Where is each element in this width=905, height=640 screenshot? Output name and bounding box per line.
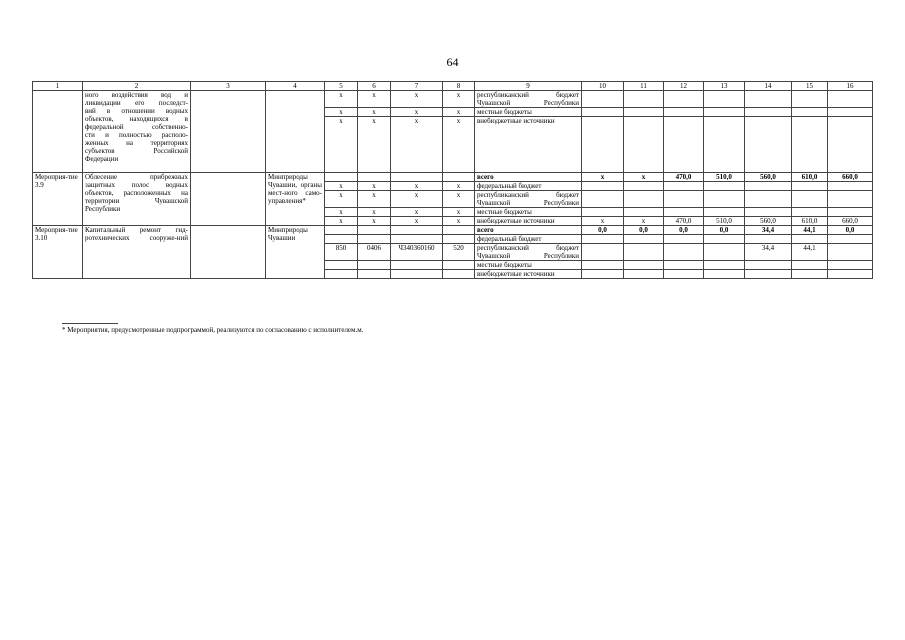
funding-source: внебюджетные источники — [475, 270, 582, 279]
col-header: 13 — [704, 82, 745, 91]
table-row: x x x x республиканский бюджет Чувашской Республики — [33, 191, 873, 208]
activity-id: Мероприя-тие 3.9 — [33, 173, 83, 226]
funding-source: республиканский бюджет Чувашской Республики — [475, 191, 582, 208]
col-header: 7 — [391, 82, 443, 91]
table-row: x x x x местные бюджеты — [33, 108, 873, 117]
table-row: x x x x местные бюджеты — [33, 208, 873, 217]
executor: Минприроды Чувашии — [266, 226, 325, 279]
activity-id: Мероприя-тие 3.10 — [33, 226, 83, 279]
footnote-divider — [62, 323, 118, 324]
col-header: 8 — [443, 82, 475, 91]
col-header: 5 — [325, 82, 358, 91]
activity-id-cell — [33, 91, 83, 173]
table-row: Мероприя-тие 3.9 Облесение прибрежных защитных полос водных объектов, расположенных на территории Чувашской Республики Минприроды Чувашии, органы мест-ного само-управления* всего x x 470,0 510,0 560,0 610,0 660,0 — [33, 173, 873, 182]
table-row: x x x x внебюджетные источники x x 470,0 510,0 560,0 610,0 660,0 — [33, 217, 873, 226]
page-number: 64 — [446, 55, 459, 69]
funding-source: республиканский бюджет Чувашской Республики — [475, 91, 582, 108]
table-row: ного воздействия вод и ликвидации его последст- вий в отношении водных объектов, находящихся в федеральной собственно- сти и полностью располо- женных на территориях субъектов Российской Федерации x x x x республиканский бюджет Чувашской Республики — [33, 91, 873, 108]
col-header: 16 — [828, 82, 873, 91]
funding-source: федеральный бюджет — [475, 182, 582, 191]
funding-source: внебюджетные источники — [475, 217, 582, 226]
header-row — [33, 82, 873, 91]
activity-description: Капитальный ремонт гид-ротехнических сооруже-ний — [83, 226, 191, 279]
table-row: 850 0406 Ч340360160 520 республиканский бюджет Чувашской Республики 34,4 44,1 — [33, 244, 873, 261]
col-header: 12 — [664, 82, 704, 91]
table-row: x x x x внебюджетные источники — [33, 117, 873, 173]
funding-source: федеральный бюджет — [475, 235, 582, 244]
col-header: 11 — [624, 82, 664, 91]
col-header: 10 — [582, 82, 624, 91]
col-header: 6 — [358, 82, 391, 91]
table-row: Мероприя-тие 3.10 Капитальный ремонт гид-ротехнических сооруже-ний Минприроды Чувашии всего 0,0 0,0 0,0 0,0 34,4 44,1 0,0 — [33, 226, 873, 235]
activity-description: Облесение прибрежных защитных полос водных объектов, расположенных на территории Чувашской Республики — [83, 173, 191, 226]
funding-source: республиканский бюджет Чувашской Республики — [475, 244, 582, 261]
col-header: 9 — [475, 82, 582, 91]
col-header: 4 — [266, 82, 325, 91]
executor: Минприроды Чувашии, органы мест-ного само-управления* — [266, 173, 325, 226]
col-header: 1 — [33, 82, 83, 91]
activity-description: ного воздействия вод и ликвидации его последст- вий в отношении водных объектов, находящихся в федеральной собственно- сти и полностью располо- женных на территориях субъектов Российской Федерации — [83, 91, 191, 173]
col-header: 3 — [191, 82, 266, 91]
table-row: x x x x федеральный бюджет — [33, 182, 873, 191]
budget-table — [32, 81, 873, 279]
funding-source: местные бюджеты — [475, 261, 582, 270]
funding-source: внебюджетные источники — [475, 117, 582, 173]
funding-source: всего — [475, 173, 582, 182]
footnote: * Мероприятия, предусмотренные подпрограммой, реализуются по согласованию с исполнителем.м. — [62, 326, 364, 334]
funding-source: местные бюджеты — [475, 208, 582, 217]
col-header: 15 — [792, 82, 828, 91]
col-header: 2 — [83, 82, 191, 91]
col-header: 14 — [745, 82, 792, 91]
funding-source: всего — [475, 226, 582, 235]
funding-source: местные бюджеты — [475, 108, 582, 117]
